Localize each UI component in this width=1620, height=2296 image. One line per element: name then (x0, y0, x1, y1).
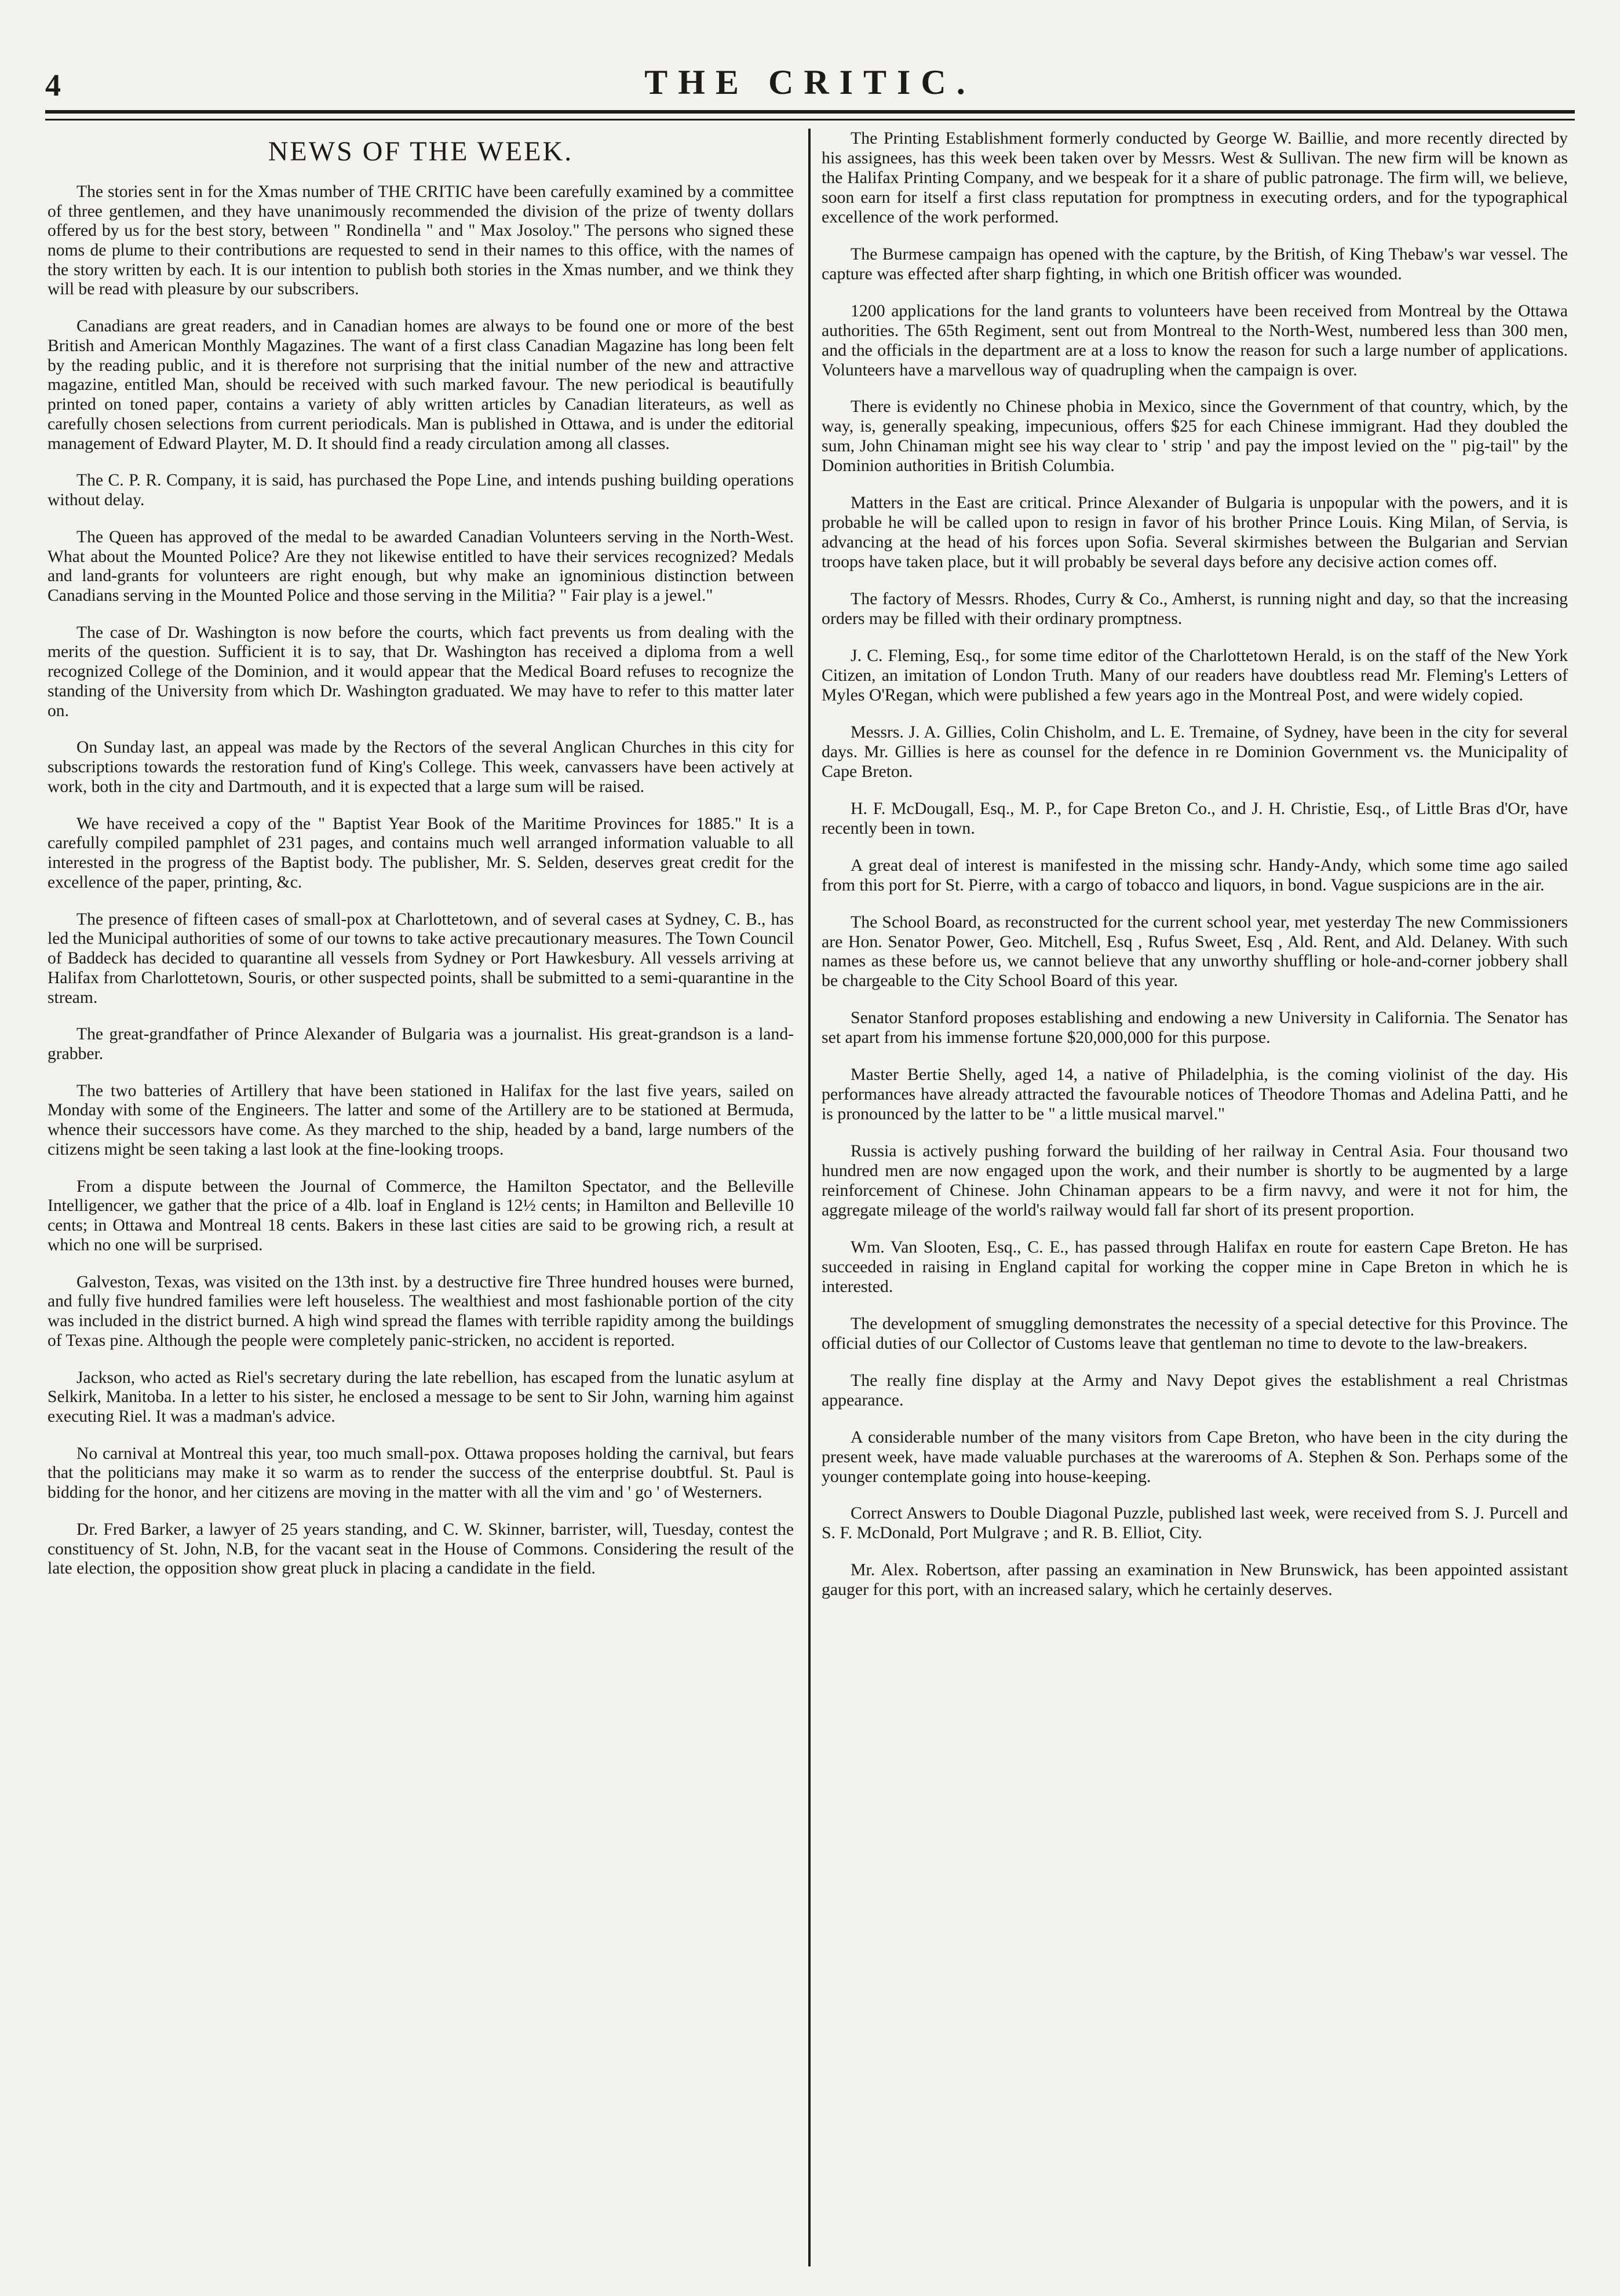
news-item: There is evidently no Chinese phobia in Mexico, since the Government of that country, which, by the way, is, generally speaking, impecunious, offers $25 for each Chinese immigrant. Had they doubled the sum, John Chinaman might see his way clear to ' strip ' and pay the impost levied on the " pig-tail" by the Dominion authorities in British Columbia. (822, 397, 1568, 476)
header-rule-thin (45, 119, 1575, 121)
news-item: Messrs. J. A. Gillies, Colin Chisholm, and L. E. Tremaine, of Sydney, have been in the city for several days. Mr. Gillies is here as counsel for the defence in re Dominion Government vs. the Municipality of Cape Breton. (822, 722, 1568, 781)
news-item: A great deal of interest is manifested in the missing schr. Handy-Andy, which some time ago sailed from this port for St. Pierre, with a cargo of tobacco and liquors, in bond. Vague suspicions are in the air. (822, 855, 1568, 895)
news-item: The development of smuggling demonstrates the necessity of a special detective for this Province. The official duties of our Collector of Customs leave that gentleman no time to devote to the law-breakers. (822, 1313, 1568, 1353)
news-item: The great-grandfather of Prince Alexander of Bulgaria was a journalist. His great-grandson is a land-grabber. (48, 1025, 794, 1063)
news-item: The two batteries of Artillery that have been stationed in Halifax for the last five years, sailed on Monday with some of the Engineers. The latter and some of the Artillery are to be stationed at Bermuda, whence their successors have come. As they marched to the ship, headed by a band, large numbers of the citizens might be seen taking a last look at the fine-looking troops. (48, 1081, 794, 1159)
news-item: J. C. Fleming, Esq., for some time editor of the Charlottetown Herald, is on the staff of the New York Citizen, an imitation of London Truth. Many of our readers have doubtless read Mr. Fleming's Letters of Myles O'Regan, which were published a few years ago in the Montreal Post, and were widely copied. (822, 646, 1568, 705)
news-item: H. F. McDougall, Esq., M. P., for Cape Breton Co., and J. H. Christie, Esq., of Little Bras d'Or, have recently been in town. (822, 798, 1568, 838)
news-item: The presence of fifteen cases of small-pox at Charlottetown, and of several cases at Sydney, C. B., has led the Municipal authorities of some of our towns to take active precautionary measures. The Town Council of Baddeck has decided to quarantine all vessels from Sydney or Port Hawkesbury. All vessels arriving at Halifax from Charlottetown, Souris, or other suspected points, shall be submitted to a semi-quarantine in the stream. (48, 910, 794, 1007)
left-column (48, 129, 794, 1596)
news-item: The Burmese campaign has opened with the capture, by the British, of King Thebaw's war vessel. The capture was effected after sharp fighting, in which one British officer was wounded. (822, 244, 1568, 283)
news-item: On Sunday last, an appeal was made by the Rectors of the several Anglican Churches in this city for subscriptions towards the restoration fund of King's College. This week, canvassers have been actively at work, both in the city and Dartmouth, and it is expected that a large sum will be raised. (48, 738, 794, 796)
news-item: Mr. Alex. Robertson, after passing an examination in New Brunswick, has been appointed assistant gauger for this port, with an increased salary, which he certainly deserves. (822, 1560, 1568, 1600)
news-item: Jackson, who acted as Riel's secretary during the late rebellion, has escaped from the lunatic asylum at Selkirk, Manitoba. In a letter to his sister, he enclosed a message to be sent to Sir John, warning him against executing Riel. It was a madman's advice. (48, 1368, 794, 1426)
news-item: The case of Dr. Washington is now before the courts, which fact prevents us from dealing with the merits of the question. Sufficient it is to say, that Dr. Washington has received a diploma from a well recognized College of the Dominion, and it would appear that the Medical Board refuses to recognize the standing of the University from which Dr. Washington graduated. We may have to refer to this matter later on. (48, 623, 794, 720)
news-item: The Printing Establishment formerly conducted by George W. Baillie, and more recently directed by his assignees, has this week been taken over by Messrs. West & Sullivan. The new firm will be known as the Halifax Printing Company, and we bespeak for it a share of public patronage. The firm will, we believe, soon earn for itself a first class reputation for promptness in executing orders, and for the typographical excellence of the work performed. (822, 129, 1568, 227)
news-item: Master Bertie Shelly, aged 14, a native of Philadelphia, is the coming violinist of the day. His performances have already attracted the favourable notices of Theodore Thomas and Adelina Patti, and he is pronounced by the latter to be " a little musical marvel." (822, 1065, 1568, 1124)
news-item: Correct Answers to Double Diagonal Puzzle, published last week, were received from S. J. Purcell and S. F. McDonald, Port Mulgrave ; and R. B. Elliot, City. (822, 1503, 1568, 1543)
news-item: Senator Stanford proposes establishing and endowing a new University in California. The Senator has set apart from his immense fortune $20,000,000 for this purpose. (822, 1008, 1568, 1047)
news-item: Dr. Fred Barker, a lawyer of 25 years standing, and C. W. Skinner, barrister, will, Tuesday, contest the constituency of St. John, N.B, for the vacant seat in the House of Commons. Considering the result of the late election, the opposition show great pluck in placing a candidate in the field. (48, 1520, 794, 1578)
news-item: Canadians are great readers, and in Canadian homes are always to be found one or more of the best British and American Monthly Magazines. The want of a first class Canadian Magazine has long been felt by the reading public, and it is therefore not surprising that the initial number of the new and attractive magazine, entitled Man, should be received with such marked favour. The new periodical is beautifully printed on toned paper, contains a variety of ably written articles by Canadian literateurs, as well as carefully chosen selections from current periodicals. Man is published in Ottawa, and is under the editorial management of Edward Playter, M. D. It should find a ready circulation among all classes. (48, 317, 794, 453)
section-title: NEWS OF THE WEEK. (268, 136, 574, 167)
news-item: The factory of Messrs. Rhodes, Curry & Co., Amherst, is running night and day, so that the increasing orders may be filled with their ordinary promptness. (822, 589, 1568, 629)
news-item: The really fine display at the Army and Navy Depot gives the establishment a real Christmas appearance. (822, 1370, 1568, 1410)
header-rule-thick (45, 110, 1575, 114)
news-item: The School Board, as reconstructed for the current school year, met yesterday The new Commissioners are Hon. Senator Power, Geo. Mitchell, Esq , Rufus Sweet, Esq , Ald. Rent, and Ald. Delaney. With such names as these before us, we cannot believe that any unworthy shuffling or hole-and-corner jobbery shall be chargeable to the City School Board of this year. (822, 912, 1568, 991)
news-item: Galveston, Texas, was visited on the 13th inst. by a destructive fire Three hundred houses were burned, and fully five hundred families were left houseless. The wealthiest and most fashionable portion of the city was included in the district burned. A high wind spread the flames with terrible rapidity among the buildings of Texas pine. Although the people were completely panic-stricken, no accident is reported. (48, 1272, 794, 1350)
news-item: Matters in the East are critical. Prince Alexander of Bulgaria is unpopular with the powers, and it is probable he will be called upon to resign in favor of his brother Prince Louis. King Milan, of Servia, is advancing at the head of his forces upon Sofia. Several skirmishes between the Bulgarian and Servian troops have taken place, but it will probably be several days before any decisive action comes off. (822, 493, 1568, 572)
news-item: The Queen has approved of the medal to be awarded Canadian Volunteers serving in the North-West. What about the Mounted Police? Are they not likewise entitled to have their services recognized? Medals and land-grants for volunteers are right enough, but why make an ignominious distinction between Canadians serving in the Mounted Police and those serving in the Militia? " Fair play is a jewel." (48, 527, 794, 605)
news-item: 1200 applications for the land grants to volunteers have been received from Montreal by the Ottawa authorities. The 65th Regiment, sent out from Montreal to the North-West, numbered less than 300 men, and the officials in the department are at a loss to know the reason for such a large number of applications. Volunteers have a marvellous way of quadrupling when the campaign is over. (822, 301, 1568, 379)
news-item: No carnival at Montreal this year, too much small-pox. Ottawa proposes holding the carnival, but fears that the politicians may make it so warm as to render the success of the enterprise doubtful. St. Paul is bidding for the honor, and her citizens are moving in the matter with all the vim and ' go ' of Westerners. (48, 1444, 794, 1502)
masthead-title: THE CRITIC. (644, 63, 976, 101)
news-item: The C. P. R. Company, it is said, has purchased the Pope Line, and intends pushing building operations without delay. (48, 471, 794, 510)
news-item: Russia is actively pushing forward the building of her railway in Central Asia. Four thousand two hundred men are now engaged upon the work, and their number is shortly to be augmented by a large reinforcement of Chinese. John Chinaman appears to be a firm navvy, and were it not for him, the aggregate mileage of the world's railway would fall far short of its present proportion. (822, 1141, 1568, 1220)
right-column (822, 129, 1568, 1617)
news-item: We have received a copy of the " Baptist Year Book of the Maritime Provinces for 1885." It is a carefully compiled pamphlet of 231 pages, and contains much well arranged information valuable to all interested in the progress of the Baptist body. The publisher, Mr. S. Selden, deserves great credit for the excellence of the paper, printing, &c. (48, 814, 794, 892)
page-number: 4 (45, 68, 61, 103)
news-item: A considerable number of the many visitors from Cape Breton, who have been in the city during the present week, have made valuable purchases at the warerooms of A. Stephen & Son. Perhaps some of the younger contemplate going into house-keeping. (822, 1427, 1568, 1486)
news-item: From a dispute between the Journal of Commerce, the Hamilton Spectator, and the Belleville Intelligencer, we gather that the price of a 4lb. loaf in England is 12½ cents; in Hamilton and Belleville 10 cents; in Ottawa and Montreal 18 cents. Bakers in these last cities are said to be growing rich, a result at which no one will be surprised. (48, 1177, 794, 1254)
column-divider (808, 129, 811, 2266)
news-item: Wm. Van Slooten, Esq., C. E., has passed through Halifax en route for eastern Cape Breton. He has succeeded in raising in England capital for working the copper mine in Cape Breton in which he is interested. (822, 1237, 1568, 1296)
news-item: The stories sent in for the Xmas number of THE CRITIC have been carefully examined by a committee of three gentlemen, and they have unanimously recommended the division of the prize of twenty dollars offered by us for the best story, between " Rondinella " and " Max Josoloy." The persons who signed these noms de plume to their contributions are requested to send in their names to this office, with the names of the story written by each. It is our intention to publish both stories in the Xmas number, and we think they will be read with pleasure by our subscribers. (48, 182, 794, 299)
